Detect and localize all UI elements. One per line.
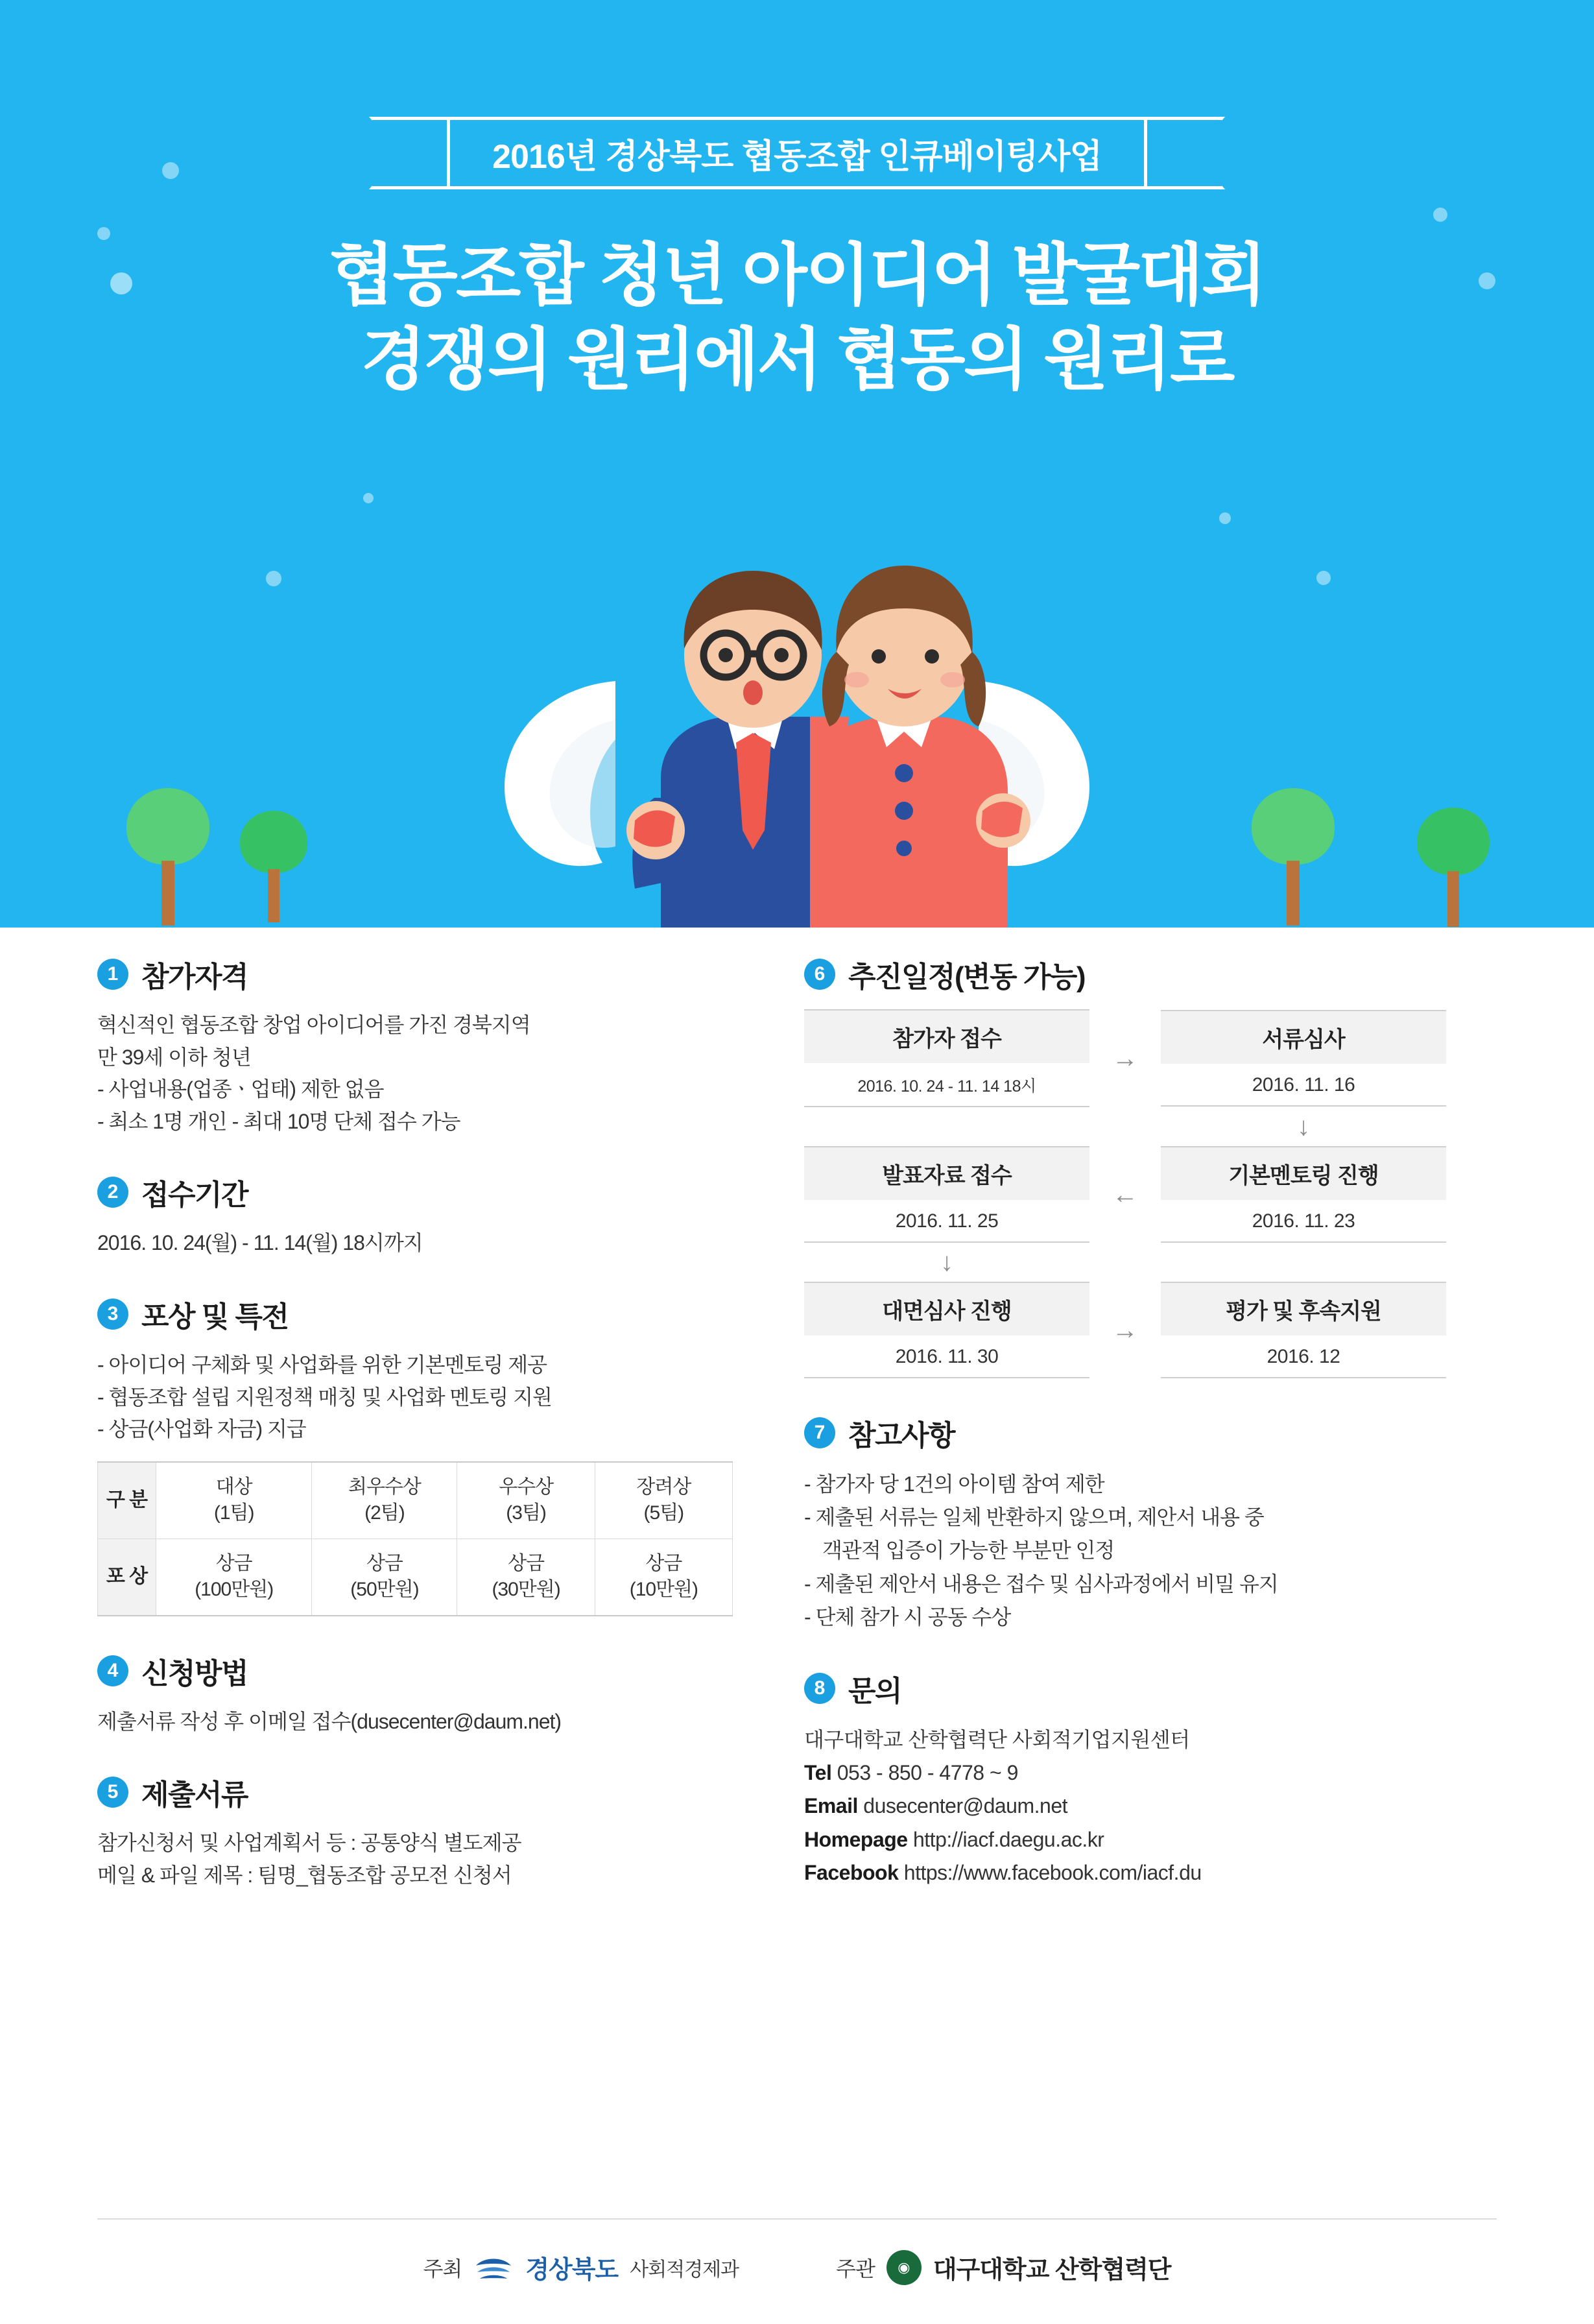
table-cell (156, 1462, 312, 1539)
schedule-step-name: 서류심사 (1161, 1011, 1446, 1064)
prize-name: 대상 (215, 1476, 252, 1498)
schedule-step (1161, 1146, 1446, 1243)
schedule-step-name: 대면심사 진행 (804, 1283, 1089, 1336)
section-title: 신청방법 (141, 1657, 248, 1690)
section-header (97, 1293, 778, 1335)
organizer-group (836, 2249, 1171, 2285)
host-group (423, 2249, 739, 2285)
section-header (804, 953, 1472, 995)
prize-amount-label: 상금 (215, 1552, 252, 1574)
section-header (97, 1771, 778, 1813)
contact-facebook-row (804, 1856, 1472, 1889)
right-column (804, 953, 1472, 1926)
row-header-text: 구 분 (106, 1489, 148, 1511)
section-number: 7 (804, 1417, 835, 1448)
section-text-line: 혁신적인 협동조합 창업 아이디어를 가진 경북지역 (97, 1013, 530, 1036)
schedule-step-name: 참가자 접수 (804, 1011, 1089, 1063)
table-row-header (98, 1462, 156, 1539)
prize-amount-label: 상금 (645, 1552, 682, 1574)
section-text-line: - 사업내용(업종ㆍ업태) 제한 없음 (97, 1077, 384, 1101)
section-number: 4 (97, 1655, 128, 1686)
prize-amount: (10만원) (629, 1579, 698, 1601)
section-number: 2 (97, 1177, 128, 1208)
section-number: 3 (97, 1299, 128, 1330)
section-title: 문의 (848, 1675, 902, 1707)
note-line: - 제출된 제안서 내용은 접수 및 심사과정에서 비밀 유지 (804, 1572, 1278, 1596)
section-header (97, 953, 778, 995)
section-number: 5 (97, 1777, 128, 1808)
host-label: 주최 (423, 2257, 462, 2281)
decorative-dot (162, 162, 179, 179)
section-header (804, 1668, 1472, 1709)
schedule-step-date: 2016. 11. 16 (1252, 1074, 1355, 1096)
schedule-step-date: 2016. 11. 30 (895, 1346, 999, 1367)
note-line: - 참가자 당 1건의 아이템 참여 제한 (804, 1472, 1104, 1496)
section-text-line: 참가신청서 및 사업계획서 등 : 공통양식 별도제공 (97, 1831, 521, 1855)
contact-email-row (804, 1790, 1472, 1823)
footer (97, 2218, 1497, 2285)
section-header (97, 1171, 778, 1213)
table-cell (156, 1539, 312, 1616)
table-cell (595, 1539, 732, 1616)
table-row (98, 1462, 733, 1539)
table-cell (457, 1462, 595, 1539)
section-text-line: 2016. 10. 24(월) - 11. 14(월) 18시까지 (97, 1231, 423, 1255)
section-text-line: - 아이디어 구체화 및 사업화를 위한 기본멘토링 제공 (97, 1352, 547, 1376)
section-title: 참가자격 (141, 961, 248, 993)
schedule-step (804, 1146, 1089, 1243)
section-title: 참고사항 (848, 1420, 955, 1452)
contact-tel-value: 053 - 850 - 4778 ~ 9 (837, 1761, 1018, 1785)
tree-icon (126, 788, 209, 926)
schedule-step-date: 2016. 12 (1267, 1346, 1340, 1367)
section-number: 8 (804, 1673, 835, 1704)
ribbon-label: 2016년 경상북도 협동조합 인큐베이팅사업 (492, 138, 1102, 176)
section-title: 접수기간 (141, 1179, 248, 1212)
section-text-line: - 최소 1명 개인 - 최대 10명 단체 접수 가능 (97, 1109, 460, 1133)
contact-homepage-row (804, 1823, 1472, 1856)
section-contact (804, 1668, 1472, 1889)
prize-table (97, 1461, 733, 1616)
section-header (97, 1650, 778, 1692)
contact-tel-row (804, 1756, 1472, 1790)
poster-body (0, 928, 1594, 1926)
decorative-dot (363, 493, 374, 503)
organizer-organization: 대구대학교 산학협력단 (933, 2257, 1171, 2284)
schedule-step-name: 기본멘토링 진행 (1161, 1147, 1446, 1200)
note-line: - 제출된 서류는 일체 반환하지 않으며, 제안서 내용 중 (804, 1505, 1264, 1529)
section-participation-eligibility (97, 953, 778, 1138)
prize-teams: (2팀) (364, 1502, 405, 1524)
section-title: 포상 및 특전 (141, 1300, 289, 1333)
schedule-step (804, 1282, 1089, 1378)
table-cell (312, 1539, 457, 1616)
tree-icon (240, 811, 307, 922)
program-ribbon (369, 117, 1225, 189)
contact-email-label: Email (804, 1794, 858, 1818)
row-header-text: 포 상 (106, 1566, 148, 1587)
contact-facebook-value[interactable]: https://www.facebook.com/iacf.du (903, 1860, 1202, 1884)
decorative-dot (1219, 512, 1231, 524)
contact-homepage-label: Homepage (804, 1827, 908, 1851)
organizer-label: 주관 (836, 2257, 875, 2281)
arrow-right-icon: → (1112, 1044, 1138, 1073)
prize-amount-label: 상금 (508, 1552, 545, 1574)
schedule-step-date: 2016. 11. 23 (1252, 1210, 1355, 1232)
schedule-step (1161, 1010, 1446, 1107)
section-notes (804, 1412, 1472, 1634)
tree-icon (1417, 808, 1490, 927)
section-title: 추진일정(변동 가능) (848, 961, 1086, 993)
note-line: - 단체 참가 시 공동 수상 (804, 1605, 1011, 1629)
section-number: 6 (804, 959, 835, 990)
left-column (97, 953, 778, 1926)
decorative-dot (266, 571, 281, 586)
schedule-flow (804, 1009, 1472, 1378)
note-line: 객관적 입증이 가능한 부분만 인정 (822, 1539, 1115, 1563)
table-row (98, 1539, 733, 1616)
section-text-line: 제출서류 작성 후 이메일 접수(dusecenter@daum.net) (97, 1709, 562, 1733)
table-cell (595, 1462, 732, 1539)
contact-email-value[interactable]: dusecenter@daum.net (863, 1794, 1067, 1818)
prize-teams: (5팀) (643, 1502, 684, 1524)
prize-teams: (3팀) (506, 1502, 546, 1524)
schedule-step (1161, 1282, 1446, 1378)
prize-name: 우수상 (499, 1476, 554, 1498)
decorative-dot (1316, 571, 1331, 585)
section-text-line: - 상금(사업화 자금) 지급 (97, 1417, 306, 1441)
schedule-step-date: 2016. 10. 24 - 11. 14 18시 (857, 1077, 1036, 1096)
section-awards-benefits (97, 1293, 778, 1616)
section-text-line: 메일 & 파일 제목 : 팀명_협동조합 공모전 신청서 (97, 1863, 512, 1887)
tree-icon (1252, 788, 1335, 926)
prize-amount: (50만원) (350, 1579, 419, 1601)
title-line-1: 협동조합 청년 아이디어 발굴대회 (329, 238, 1265, 313)
section-number: 1 (97, 959, 128, 990)
contact-homepage-value[interactable]: http://iacf.daegu.ac.kr (912, 1827, 1104, 1851)
decorative-dot (1433, 208, 1447, 222)
prize-teams: (1팀) (213, 1502, 254, 1524)
section-required-documents (97, 1771, 778, 1891)
prize-amount: (30만원) (492, 1579, 560, 1601)
contact-facebook-label: Facebook (804, 1860, 899, 1884)
table-row-header (98, 1539, 156, 1616)
angel-characters-illustration (421, 525, 1173, 928)
table-cell (312, 1462, 457, 1539)
table-cell (457, 1539, 595, 1616)
daegu-university-seal-icon: ◉ (886, 2250, 922, 2285)
section-schedule (804, 953, 1472, 1378)
host-organization: 경상북도 (525, 2257, 619, 2284)
section-text-line: 만 39세 이하 청년 (97, 1045, 251, 1069)
arrow-down-icon: ↓ (940, 1248, 953, 1276)
host-department: 사회적경제과 (630, 2258, 739, 2281)
section-application-period (97, 1171, 778, 1260)
prize-amount-label: 상금 (366, 1552, 403, 1574)
contact-tel-label: Tel (804, 1761, 832, 1785)
page-title (0, 234, 1594, 402)
gyeongsangbuk-do-logo-icon (473, 2253, 514, 2282)
prize-name: 최우수상 (348, 1476, 421, 1498)
prize-name: 장려상 (636, 1476, 691, 1498)
title-line-2: 경쟁의 원리에서 협동의 원리로 (361, 322, 1233, 398)
section-how-to-apply (97, 1650, 778, 1738)
section-header (804, 1412, 1472, 1454)
contact-organization: 대구대학교 산학협력단 사회적기업지원센터 (804, 1727, 1190, 1751)
arrow-left-icon: ← (1112, 1180, 1138, 1209)
arrow-down-icon: ↓ (1297, 1112, 1310, 1141)
schedule-step-date: 2016. 11. 25 (895, 1210, 999, 1232)
hero-banner (0, 0, 1594, 928)
section-text-line: - 협동조합 설립 지원정책 매칭 및 사업화 멘토링 지원 (97, 1385, 552, 1409)
arrow-right-icon: → (1112, 1315, 1138, 1345)
schedule-step-name: 평가 및 후속지원 (1161, 1283, 1446, 1336)
prize-amount: (100만원) (195, 1579, 274, 1601)
schedule-step-name: 발표자료 접수 (804, 1147, 1089, 1200)
schedule-step (804, 1009, 1089, 1107)
section-title: 제출서류 (141, 1779, 248, 1812)
